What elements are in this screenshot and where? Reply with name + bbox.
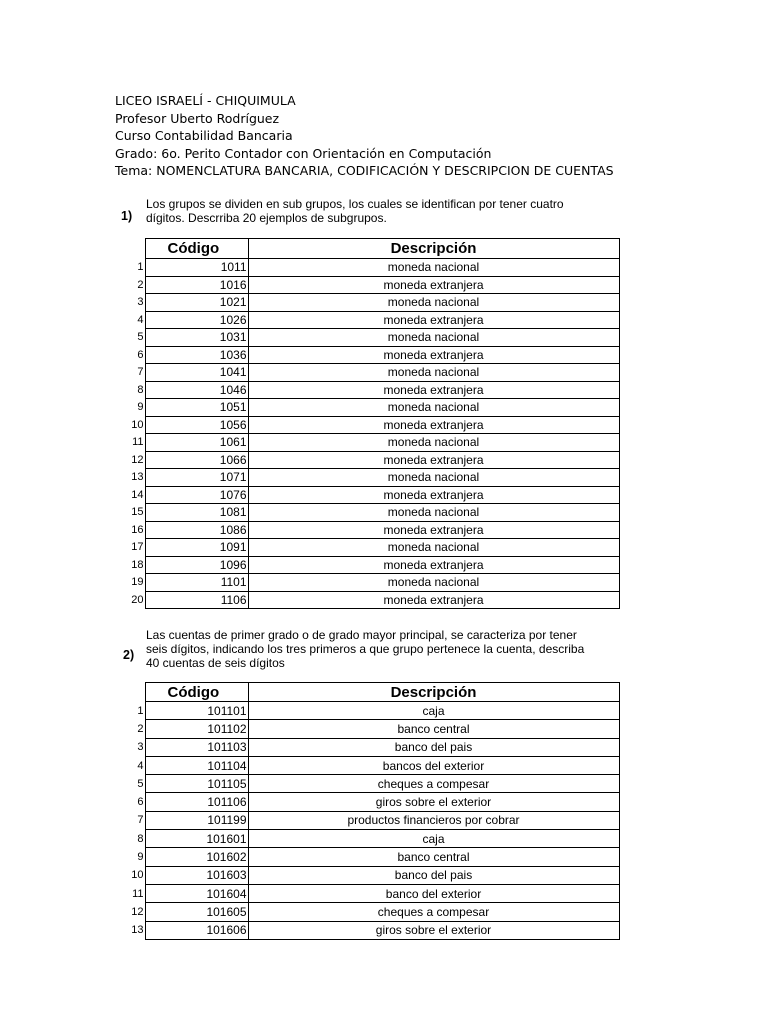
question-1-text: [146, 197, 564, 225]
table-row: [118, 556, 619, 574]
table-row: [118, 469, 619, 487]
accounts-table: [118, 682, 620, 940]
description-cell: moneda extranjera: [248, 381, 619, 399]
table-row: [118, 259, 619, 277]
row-number: 15: [118, 504, 145, 522]
code-cell: 101106: [145, 793, 248, 811]
code-cell: 101104: [145, 756, 248, 774]
row-number: 12: [118, 451, 145, 469]
row-number: 14: [118, 486, 145, 504]
column-header-code: Código: [145, 239, 248, 259]
description-cell: moneda nacional: [248, 434, 619, 452]
description-cell: moneda nacional: [248, 329, 619, 347]
table-row: [118, 591, 619, 609]
table-row: [118, 811, 619, 829]
row-number: 18: [118, 556, 145, 574]
row-number: 8: [118, 381, 145, 399]
code-cell: 1061: [145, 434, 248, 452]
description-cell: moneda extranjera: [248, 556, 619, 574]
table-row: [118, 539, 619, 557]
row-number: 17: [118, 539, 145, 557]
description-cell: caja: [248, 702, 619, 720]
code-cell: 1036: [145, 346, 248, 364]
code-cell: 101601: [145, 830, 248, 848]
code-cell: 101605: [145, 903, 248, 921]
row-number: 1: [118, 259, 145, 277]
table-row: [118, 486, 619, 504]
table-row: [118, 451, 619, 469]
code-cell: 101603: [145, 866, 248, 884]
description-cell: moneda nacional: [248, 574, 619, 592]
code-cell: 1071: [145, 469, 248, 487]
code-cell: 1011: [145, 259, 248, 277]
code-cell: 1056: [145, 416, 248, 434]
table-row: [118, 521, 619, 539]
row-number: 11: [118, 434, 145, 452]
code-cell: 101606: [145, 921, 248, 939]
table-row: [118, 364, 619, 382]
table-row: [118, 756, 619, 774]
code-cell: 1041: [145, 364, 248, 382]
table-row: [118, 434, 619, 452]
row-number: 2: [118, 276, 145, 294]
description-cell: moneda nacional: [248, 364, 619, 382]
table-row: [118, 720, 619, 738]
row-number: 3: [118, 738, 145, 756]
column-header-description: Descripción: [248, 239, 619, 259]
table-row: [118, 276, 619, 294]
description-cell: productos financieros por cobrar: [248, 811, 619, 829]
description-cell: banco central: [248, 848, 619, 866]
subgroups-table: [118, 238, 620, 609]
row-number: 6: [118, 793, 145, 811]
description-cell: banco del pais: [248, 866, 619, 884]
code-cell: 1021: [145, 294, 248, 312]
row-number: 11: [118, 884, 145, 902]
document-header: [115, 92, 614, 180]
description-cell: giros sobre el exterior: [248, 921, 619, 939]
description-cell: moneda extranjera: [248, 276, 619, 294]
question-2-number: 2): [123, 648, 135, 662]
row-number: 16: [118, 521, 145, 539]
code-cell: 1016: [145, 276, 248, 294]
table-row: [118, 416, 619, 434]
row-number: 10: [118, 416, 145, 434]
table-row: [118, 921, 619, 939]
description-cell: banco del pais: [248, 738, 619, 756]
code-cell: 1081: [145, 504, 248, 522]
description-cell: moneda nacional: [248, 399, 619, 417]
row-number: 10: [118, 866, 145, 884]
code-cell: 1101: [145, 574, 248, 592]
description-cell: moneda nacional: [248, 259, 619, 277]
code-cell: 101105: [145, 775, 248, 793]
table-row: [118, 381, 619, 399]
table-row: [118, 311, 619, 329]
table-row: [118, 830, 619, 848]
table-row: [118, 848, 619, 866]
school-name: LICEO ISRAELÍ - CHIQUIMULA: [115, 93, 296, 108]
code-cell: 101103: [145, 738, 248, 756]
code-cell: 1031: [145, 329, 248, 347]
code-cell: 101102: [145, 720, 248, 738]
column-header-description: Descripción: [248, 683, 619, 702]
table-row: [118, 294, 619, 312]
description-cell: moneda nacional: [248, 539, 619, 557]
code-cell: 101604: [145, 884, 248, 902]
row-number: 7: [118, 811, 145, 829]
row-number: 3: [118, 294, 145, 312]
description-cell: moneda extranjera: [248, 521, 619, 539]
code-cell: 1046: [145, 381, 248, 399]
description-cell: moneda extranjera: [248, 311, 619, 329]
description-cell: cheques a compesar: [248, 775, 619, 793]
row-number: 5: [118, 329, 145, 347]
code-cell: 1076: [145, 486, 248, 504]
question-text-line: Los grupos se dividen en sub grupos, los cuales se identifican por tener cuatro: [146, 197, 564, 211]
course-name: Curso Contabilidad Bancaria: [115, 128, 293, 143]
row-number: 9: [118, 848, 145, 866]
row-number: 7: [118, 364, 145, 382]
professor-name: Profesor Uberto Rodríguez: [115, 110, 280, 126]
grade-line: Grado: 6o. Perito Contador con Orientación en Computación: [115, 145, 492, 161]
description-cell: moneda extranjera: [248, 346, 619, 364]
row-number: 13: [118, 921, 145, 939]
description-cell: moneda extranjera: [248, 486, 619, 504]
question-text-line: Las cuentas de primer grado o de grado mayor principal, se caracteriza por tener: [146, 628, 577, 642]
row-number: 4: [118, 756, 145, 774]
description-cell: cheques a compesar: [248, 903, 619, 921]
description-cell: banco central: [248, 720, 619, 738]
table-row: [118, 866, 619, 884]
code-cell: 1026: [145, 311, 248, 329]
column-header-code: Código: [145, 683, 248, 702]
question-1-number: 1): [121, 209, 133, 223]
table-header-row: [118, 239, 619, 259]
description-cell: bancos del exterior: [248, 756, 619, 774]
row-number: 1: [118, 702, 145, 720]
table-header-row: [118, 683, 619, 702]
row-number: 20: [118, 591, 145, 609]
topic-line: Tema: NOMENCLATURA BANCARIA, CODIFICACIÓN Y DESCRIPCION DE CUENTAS: [115, 163, 614, 178]
code-cell: 101199: [145, 811, 248, 829]
question-text-line: seis dígitos, indicando los tres primeros a que grupo pertenece la cuenta, describa: [146, 642, 585, 656]
row-number: 8: [118, 830, 145, 848]
description-cell: caja: [248, 830, 619, 848]
table-row: [118, 903, 619, 921]
question-2-text: [146, 628, 584, 670]
question-text-line: 40 cuentas de seis dígitos: [146, 656, 285, 670]
row-number: 9: [118, 399, 145, 417]
code-cell: 1051: [145, 399, 248, 417]
code-cell: 1106: [145, 591, 248, 609]
description-cell: moneda extranjera: [248, 416, 619, 434]
row-number: 2: [118, 720, 145, 738]
description-cell: giros sobre el exterior: [248, 793, 619, 811]
description-cell: moneda extranjera: [248, 451, 619, 469]
code-cell: 1096: [145, 556, 248, 574]
table-row: [118, 329, 619, 347]
description-cell: moneda nacional: [248, 469, 619, 487]
code-cell: 101101: [145, 702, 248, 720]
table-row: [118, 775, 619, 793]
code-cell: 1066: [145, 451, 248, 469]
description-cell: banco del exterior: [248, 884, 619, 902]
row-number: 12: [118, 903, 145, 921]
description-cell: moneda nacional: [248, 504, 619, 522]
description-cell: moneda nacional: [248, 294, 619, 312]
row-number: 4: [118, 311, 145, 329]
table-row: [118, 346, 619, 364]
row-number: 6: [118, 346, 145, 364]
table-row: [118, 504, 619, 522]
table-row: [118, 702, 619, 720]
description-cell: moneda extranjera: [248, 591, 619, 609]
table-row: [118, 884, 619, 902]
row-number: 5: [118, 775, 145, 793]
question-text-line: dígitos. Descrriba 20 ejemplos de subgrupos.: [146, 211, 387, 225]
table-row: [118, 574, 619, 592]
code-cell: 1086: [145, 521, 248, 539]
code-cell: 1091: [145, 539, 248, 557]
table-row: [118, 738, 619, 756]
code-cell: 101602: [145, 848, 248, 866]
row-number: 13: [118, 469, 145, 487]
table-row: [118, 399, 619, 417]
row-number: 19: [118, 574, 145, 592]
table-row: [118, 793, 619, 811]
